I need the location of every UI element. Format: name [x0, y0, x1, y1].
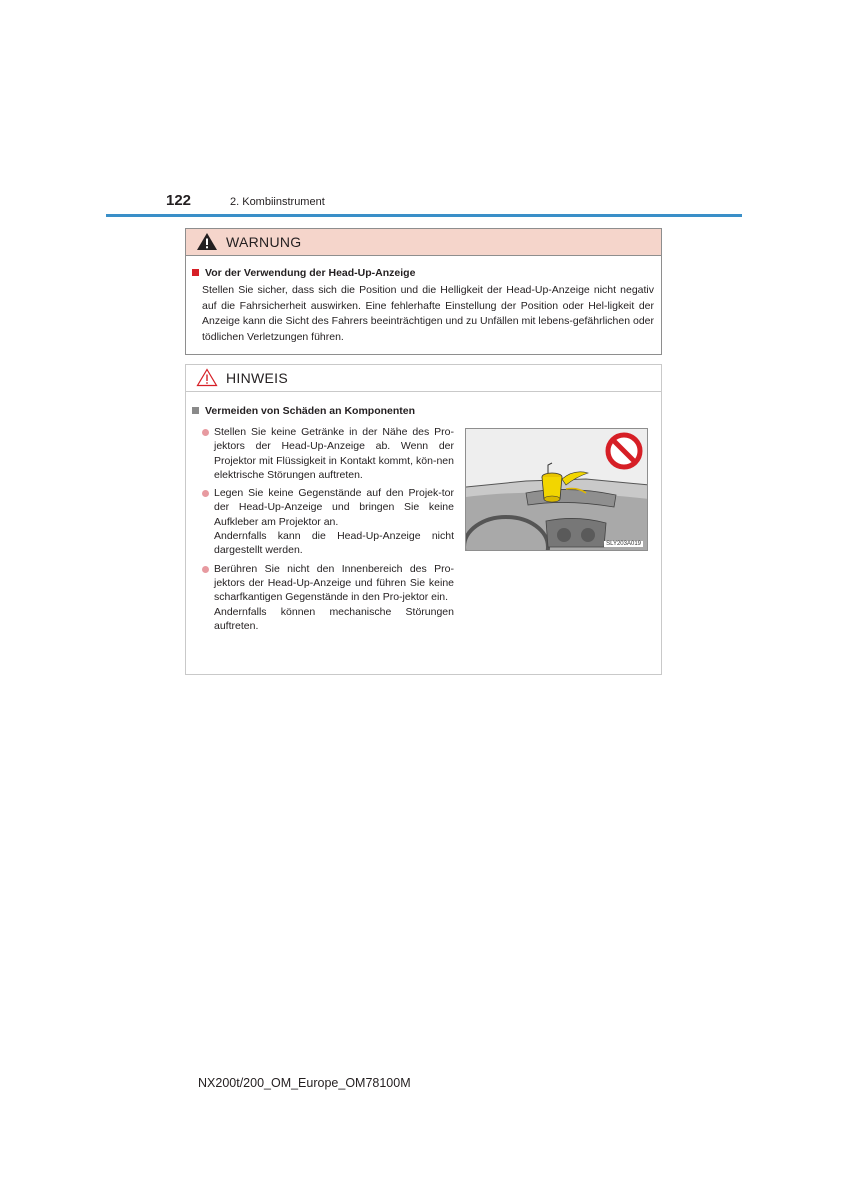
note-title-bar	[186, 365, 661, 392]
square-bullet-icon	[192, 269, 199, 276]
warning-triangle-icon	[196, 232, 220, 252]
warning-title-bar	[186, 229, 661, 256]
prohibition-icon	[608, 435, 640, 467]
caution-triangle-icon	[196, 368, 220, 388]
list-item-text: Berühren Sie nicht den Innenbereich des Pro-jektors der Head-Up-Anzeige und führen Sie keine scharfkantigen Gegenstände in den Pro-jektor ein.	[214, 562, 454, 604]
list-item-consequence: Andernfalls kann die Head-Up-Anzeige nicht dargestellt werden.	[214, 530, 454, 557]
dashboard-illustration	[465, 428, 648, 551]
document-code: NX200t/200_OM_Europe_OM78100M	[198, 1076, 411, 1090]
page-number: 122	[166, 192, 192, 209]
list-item	[200, 486, 454, 557]
list-item-text: Stellen Sie keine Getränke in der Nähe des Pro-jektors der Head-Up-Anzeige ab. Wenn der Projektor mit Flüssigkeit in Kontakt kommt, kön-nen elektrische Störungen auftreten.	[214, 426, 454, 481]
list-item-text: Legen Sie keine Gegenstände auf den Projek-tor der Head-Up-Anzeige und bringen Sie keine Aufkleber am Projektor an.	[214, 487, 454, 528]
warning-body: Stellen Sie sicher, dass sich die Position und die Helligkeit der Head-Up-Anzeige nicht negativ auf die Fahrsicherheit auswirken. Eine fehlerhafte Einstellung der Position oder Hel-ligkeit der Anzeige kann die Sicht des Fahrers beeinträchtigen und zu Unfällen mit lebens-gefährlichen oder tödlichen Verletzungen führen.	[202, 284, 654, 343]
warning-title: WARNUNG	[226, 234, 302, 250]
warning-box	[185, 228, 662, 355]
bullet-dot-icon	[202, 566, 209, 573]
note-box	[185, 364, 662, 675]
section-title: 2. Kombiinstrument	[230, 196, 325, 208]
warning-subheading	[192, 267, 415, 279]
square-bullet-icon	[192, 407, 199, 414]
note-title: HINWEIS	[226, 370, 288, 386]
header-divider	[106, 214, 742, 217]
list-item-consequence: Andernfalls können mechanische Störungen auftreten.	[214, 605, 454, 632]
illustration-code: SLY203A019	[606, 541, 641, 547]
list-item	[200, 425, 454, 482]
list-item	[200, 562, 454, 633]
bullet-dot-icon	[202, 490, 209, 497]
warning-subheading-text: Vor der Verwendung der Head-Up-Anzeige	[205, 267, 416, 279]
note-subheading	[192, 405, 415, 417]
bullet-dot-icon	[202, 429, 209, 436]
page-header	[0, 0, 848, 220]
note-subheading-text: Vermeiden von Schäden an Komponenten	[205, 405, 416, 417]
dashboard-drawing	[466, 429, 648, 551]
note-list	[200, 425, 454, 637]
